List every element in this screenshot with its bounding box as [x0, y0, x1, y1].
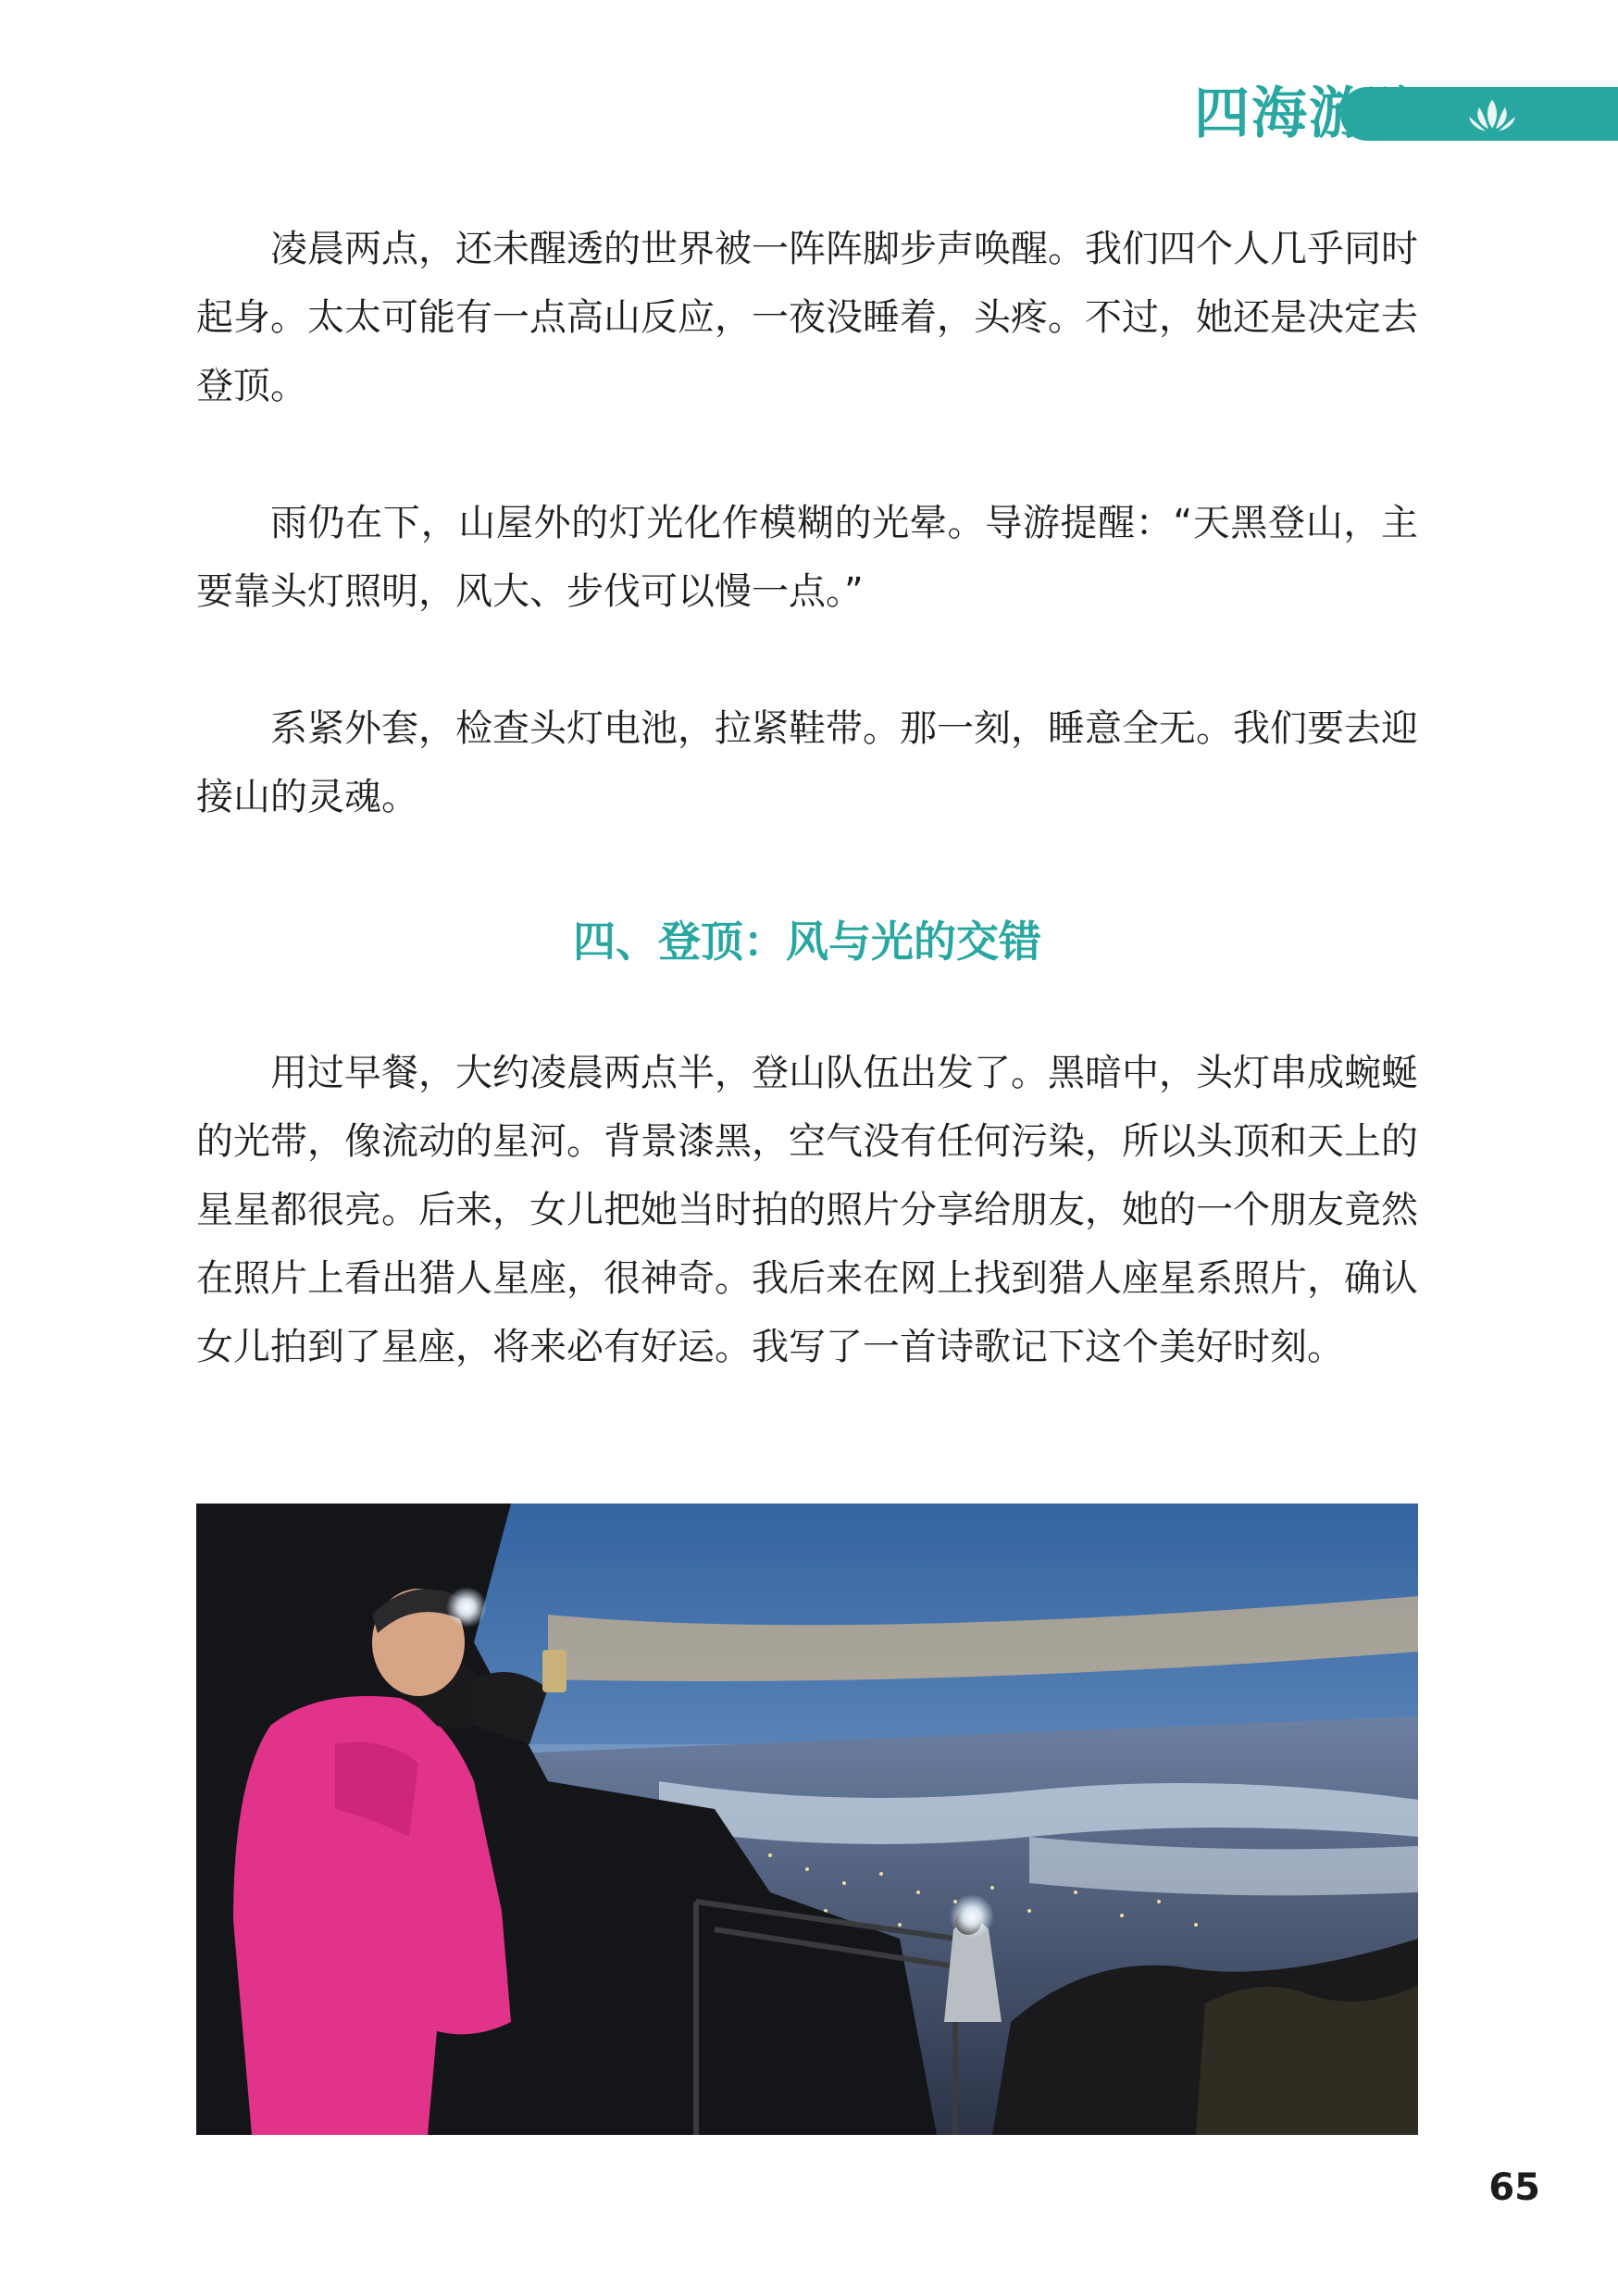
- paragraph-3: 系紧外套，检查头灯电池，拉紧鞋带。那一刻，睡意全无。我们要去迎接山的灵魂。: [196, 707, 1418, 818]
- lotus-icon: [1462, 93, 1522, 139]
- section-title: 四海游踪: [1194, 81, 1424, 146]
- page-number: 65: [1488, 2166, 1540, 2209]
- paragraph-1: 凌晨两点，还未醒透的世界被一阵阵脚步声唤醒。我们四个人几乎同时起身。太太可能有一点高山反应，一夜没睡着，头疼。不过，她还是决定去登顶。: [196, 228, 1418, 407]
- section-heading: 四、登顶：风与光的交错: [573, 917, 1041, 967]
- summit-dawn-photo: [196, 1504, 1418, 2135]
- paragraph-4: 用过早餐，大约凌晨两点半，登山队伍出发了。黑暗中，头灯串成蜿蜒的光带，像流动的星河。背景漆黑，空气没有任何污染，所以头顶和天上的星星都很亮。后来，女儿把她当时拍的照片分享给朋友，她的一个朋友竟然在照片上看出猎人星座，很神奇。我后来在网上找到猎人座星系照片，确认女儿拍到了星座，将来必有好运。我写了一首诗歌记下这个美好时刻。: [196, 1052, 1418, 1368]
- paragraph-2: 雨仍在下，山屋外的灯光化作模糊的光晕。导游提醒：“天黑登山，主要靠头灯照明，风大、步伐可以慢一点。”: [196, 502, 1418, 613]
